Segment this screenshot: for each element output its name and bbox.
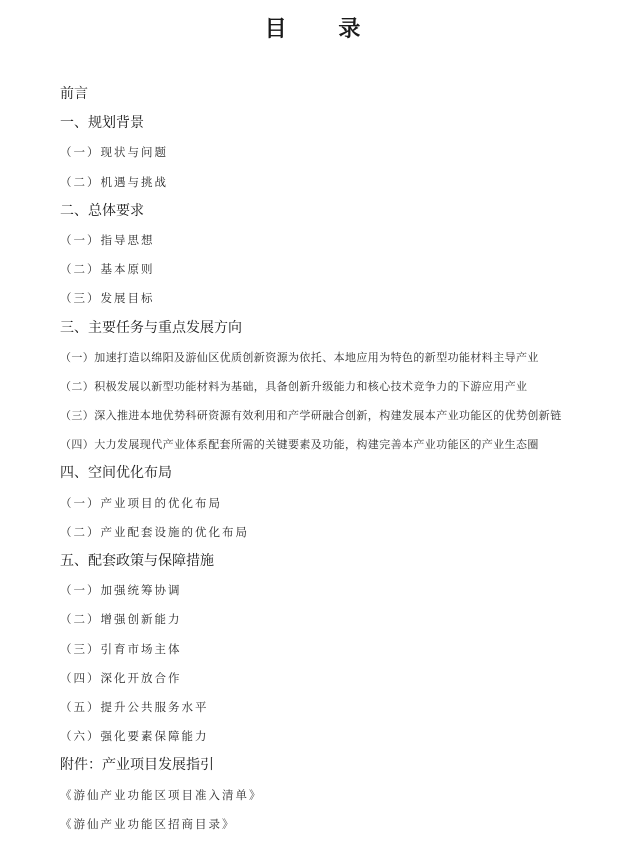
toc-subsection[interactable]: （二）积极发展以新型功能材料为基础，具备创新升级能力和核心技术竞争力的下游应用产业 (60, 379, 528, 393)
toc-subsection[interactable]: （三）发展目标 (60, 291, 155, 306)
toc-appendix-document[interactable]: 《游仙产业功能区项目准入清单》 (60, 787, 263, 802)
page-title: 目 录 (264, 16, 383, 42)
toc-section-4[interactable]: 四、空间优化布局 (60, 465, 172, 482)
toc-subsection[interactable]: （三）深入推进本地优势科研资源有效利用和产学研融合创新，构建发展本产业功能区的优势创新链 (60, 409, 562, 423)
toc-appendix-document[interactable]: 《游仙产业功能区招商目录》 (60, 816, 236, 831)
toc-section-1[interactable]: 一、规划背景 (60, 115, 144, 132)
toc-subsection[interactable]: （一）指导思想 (60, 232, 155, 247)
toc-subsection[interactable]: （一）现状与问题 (60, 145, 168, 160)
toc-subsection[interactable]: （一）加强统筹协调 (60, 583, 182, 598)
toc-subsection[interactable]: （二）产业配套设施的优化布局 (60, 524, 249, 539)
toc-appendix[interactable]: 附件：产业项目发展指引 (60, 757, 214, 774)
toc-section-3[interactable]: 三、主要任务与重点发展方向 (60, 319, 242, 336)
toc-subsection[interactable]: （四）深化开放合作 (60, 670, 182, 685)
toc-subsection[interactable]: （三）引育市场主体 (60, 641, 182, 656)
toc-subsection[interactable]: （五）提升公共服务水平 (60, 699, 209, 714)
toc-section-2[interactable]: 二、总体要求 (60, 202, 144, 219)
toc-entry-preface[interactable]: 前言 (60, 86, 88, 102)
table-of-contents (60, 80, 600, 839)
toc-subsection[interactable]: （一）产业项目的优化布局 (60, 495, 222, 510)
toc-subsection[interactable]: （一）加速打造以绵阳及游仙区优质创新资源为依托、本地应用为特色的新型功能材料主导产业 (60, 350, 539, 364)
toc-subsection[interactable]: （四）大力发展现代产业体系配套所需的关键要素及功能，构建完善本产业功能区的产业生态圈 (60, 438, 539, 452)
toc-subsection[interactable]: （二）基本原则 (60, 262, 155, 277)
toc-subsection[interactable]: （二）增强创新能力 (60, 612, 182, 627)
toc-subsection[interactable]: （二）机遇与挑战 (60, 174, 168, 189)
toc-section-5[interactable]: 五、配套政策与保障措施 (60, 553, 214, 569)
toc-subsection[interactable]: （六）强化要素保障能力 (60, 729, 209, 744)
